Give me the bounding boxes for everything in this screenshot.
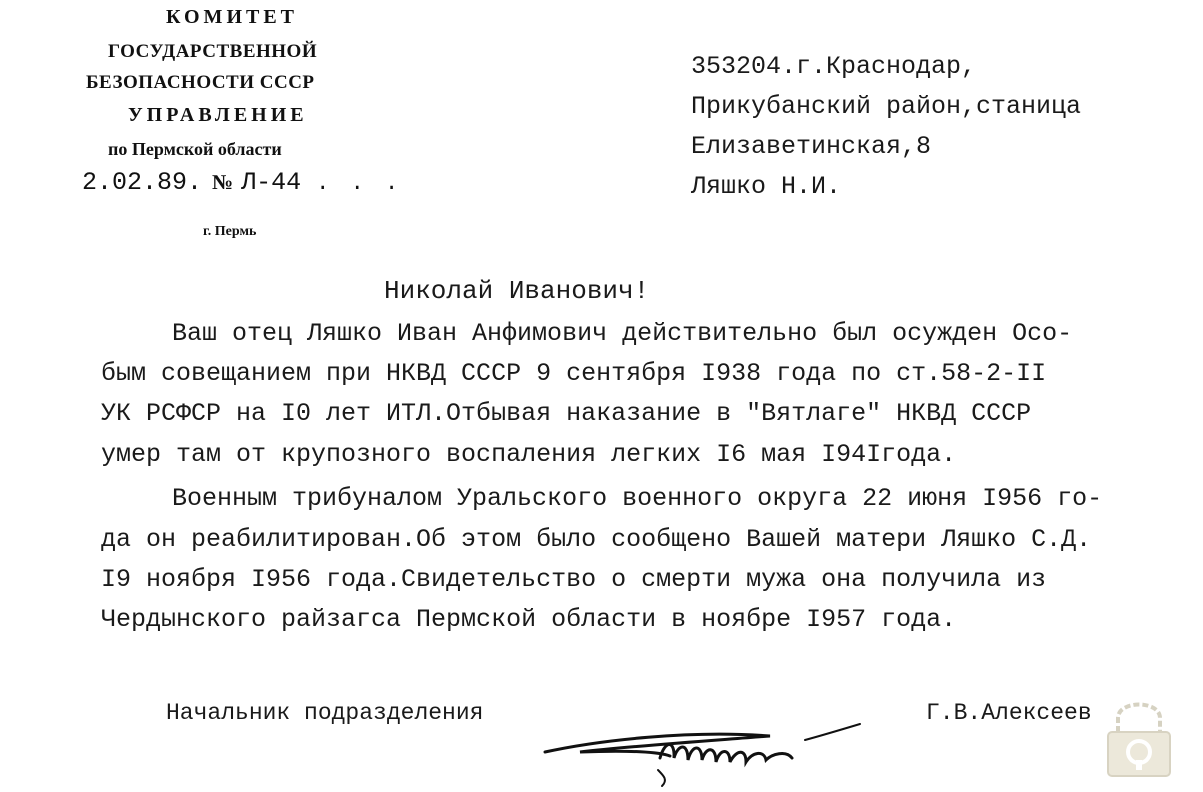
letterhead-region: по Пермской области: [108, 139, 282, 159]
signatory-title: Начальник подразделения: [166, 700, 484, 726]
paragraph-1-line-1: Ваш отец Ляшко Иван Анфимович действительно был осужден Осо-: [172, 319, 1073, 348]
letterhead-city: г. Пермь: [203, 224, 257, 239]
letterhead-committee: КОМИТЕТ: [166, 6, 299, 28]
paragraph-2-line-1: Военным трибуналом Уральского военного округа 22 июня I956 го-: [172, 484, 1103, 513]
address-line-3: Елизаветинская,8: [691, 132, 932, 161]
date-number-line: [82, 168, 402, 197]
number-sign: №: [212, 170, 234, 194]
letterhead-security: БЕЗОПАСНОСТИ СССР: [86, 72, 315, 93]
signatory-name: Г.В.Алексеев: [926, 700, 1092, 726]
address-line-2: Прикубанский район,станица: [691, 92, 1082, 121]
letter-date: 2.02.89.: [82, 168, 203, 197]
letterhead-directorate: УПРАВЛЕНИЕ: [128, 104, 308, 126]
paragraph-1-line-3: УК РСФСР на I0 лет ИТЛ.Отбывая наказание в "Вятлаге" НКВД СССР: [101, 399, 1032, 428]
paragraph-2-line-2: да он реабилитирован.Об этом было сообщено Вашей матери Ляшко С.Д.: [101, 525, 1092, 554]
paragraph-2-line-4: Чердынского райзагса Пермской области в ноябре I957 года.: [101, 605, 957, 634]
paragraph-1-line-2: бым совещанием при НКВД СССР 9 сентября I938 года по ст.58-2-II: [101, 359, 1047, 388]
address-line-1: 353204.г.Краснодар,: [691, 52, 977, 81]
paragraph-1-line-4: умер там от крупозного воспаления легких I6 мая I94Iгода.: [101, 440, 957, 469]
lock-watermark-icon: [1096, 688, 1182, 780]
handwritten-signature: [540, 700, 880, 790]
dotted-fill: . . .: [316, 171, 403, 196]
salutation: Николай Иванович!: [384, 276, 650, 306]
address-recipient: Ляшко Н.И.: [691, 172, 842, 201]
paragraph-2-line-3: I9 ноября I956 года.Свидетельство о смерти мужа она получила из: [101, 565, 1047, 594]
letter-number: Л-44: [241, 168, 302, 197]
letterhead-state: ГОСУДАРСТВЕННОЙ: [108, 41, 318, 62]
